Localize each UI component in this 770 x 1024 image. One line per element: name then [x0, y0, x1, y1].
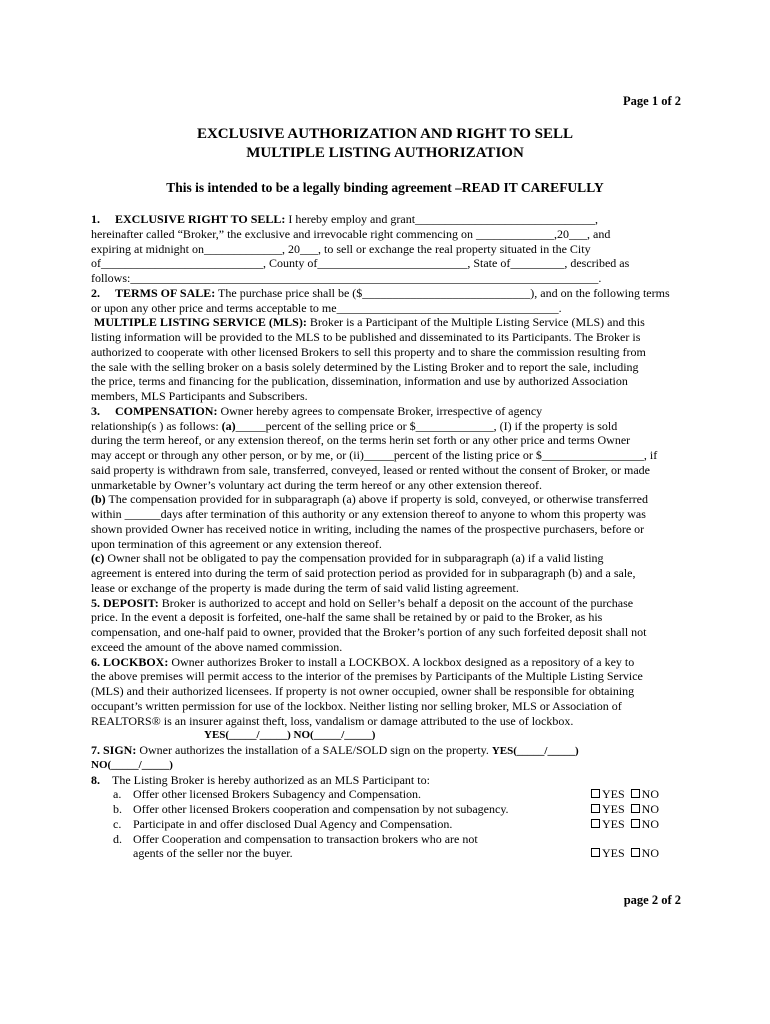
section-3b-text-1: The compensation provided for in subparagraph (a) above if property is sold, conveyed, or otherwise transferred [105, 492, 648, 507]
section-3c-text-1: Owner shall not be obligated to pay the compensation provided for in subparagraph (a) if a valid listing [104, 551, 604, 566]
item-key: d. [113, 831, 122, 846]
section-3-number: 3. [91, 403, 100, 418]
mls-line-5: the price, terms and financing for the publication, dissemination, information and use by authorized Association [91, 374, 628, 389]
section-5-line-2: price. In the event a deposit is forfeited, one-half the same shall be retained by or paid to the Broker, as his [91, 610, 603, 625]
no-label: NO [641, 816, 660, 831]
section-6-line-4: occupant’s written permission for use of the lockbox. Neither listing nor selling broker, MLS or Association of [91, 698, 622, 713]
section-3c-line-1 [91, 551, 681, 566]
item-text: agents of the seller nor the buyer. [133, 846, 293, 861]
section-3-line-6: unmarketable by Owner’s voluntary act during the term hereof or any other extension thereof. [91, 477, 542, 492]
section-7-text-1: Owner authorizes the installation of a SALE/SOLD sign on the property. [136, 743, 492, 757]
section-1-text-1: I hereby employ and grant______________________________, [285, 212, 599, 226]
section-6-line-1 [91, 655, 681, 670]
no-checkbox[interactable] [631, 789, 640, 798]
agreement-body [91, 212, 681, 861]
section-5-text-1: Broker is authorized to accept and hold on Seller’s behalf a deposit on the account of the purchase [158, 595, 634, 610]
no-label: NO [641, 802, 660, 816]
section-6-line-2: the above premises will permit access to the interior of the premises by Participants of the Multiple Listing Service [91, 669, 643, 684]
section-6-heading: 6. LOCKBOX: [91, 654, 169, 669]
yes-checkbox[interactable] [591, 789, 600, 798]
title-line-1: EXCLUSIVE AUTHORIZATION AND RIGHT TO SELL [196, 126, 574, 142]
mls-line-1 [91, 315, 681, 330]
page-number-top: Page 1 of 2 [623, 94, 681, 108]
item-key: b. [113, 802, 122, 816]
section-8-item-a [91, 787, 681, 802]
section-1-number: 1. [91, 212, 100, 226]
section-8-line-1 [91, 773, 681, 788]
section-2-heading: TERMS OF SALE: [115, 285, 216, 300]
section-7-line-1 [91, 743, 681, 758]
yes-no-options [591, 817, 681, 832]
section-3-text-2c: _____percent of the selling price or $_____________, (I) if the property is sold [235, 418, 618, 433]
yes-checkbox[interactable] [591, 819, 600, 828]
mls-line-4: the sale with the selling broker on a basis solely determined by the Listing Broker and to report the sale, including [91, 359, 639, 374]
section-5-line-1 [91, 596, 681, 611]
section-1-line-5: follows:______________________________________________________________________________. [91, 271, 602, 285]
binding-agreement-warning: This is intended to be a legally binding agreement –READ IT CAREFULLY [166, 180, 604, 195]
section-3-line-5: said property is withdrawn from sale, transferred, conveyed, leased or rented without the consent of Broker, or made [91, 462, 651, 477]
section-3-b-label: (b) [91, 492, 106, 507]
section-2-line-2: or upon any other price and terms acceptable to me_____________________________________. [91, 300, 562, 315]
section-2-line-1 [91, 286, 681, 301]
mls-line-6: members, MLS Participants and Subscribers. [91, 389, 308, 403]
section-1-line-3: expiring at midnight on_____________, 20___, to sell or exchange the real property situated in the City [91, 241, 591, 256]
section-3-line-1 [91, 404, 681, 419]
yes-checkbox[interactable] [591, 848, 600, 857]
section-3-text-2a: relationship(s ) as follows: [91, 418, 222, 433]
section-2-number: 2. [91, 285, 100, 300]
item-text: Offer other licensed Brokers Subagency and Compensation. [133, 787, 422, 802]
yes-label: YES [602, 787, 625, 802]
no-checkbox[interactable] [631, 819, 640, 828]
section-1-line-4: of___________________________, County of_________________________, State of_________, described as [91, 256, 630, 271]
item-key: c. [113, 816, 122, 831]
section-8-item-b [91, 802, 681, 817]
lockbox-yes-no-initials[interactable]: YES(_____/_____) NO(_____/_____) [204, 729, 376, 742]
no-checkbox[interactable] [631, 804, 640, 813]
section-7-heading: 7. SIGN: [91, 743, 137, 757]
section-5-line-4: exceed the amount of the above named commission. [91, 639, 343, 654]
mls-heading: MULTIPLE LISTING SERVICE (MLS): [94, 315, 307, 330]
section-8-intro: The Listing Broker is hereby authorized as an MLS Participant to: [112, 772, 430, 787]
section-6-line-5: REALTORS® is an insurer against theft, loss, vandalism or damage attributed to the use of lockbox. [91, 713, 574, 728]
mls-text-1: Broker is a Participant of the Multiple Listing Service (MLS) and this [306, 315, 645, 330]
section-2-text-1: The purchase price shall be ($____________________________), and on the following terms [215, 285, 670, 300]
section-3c-line-2: agreement is entered into during the term of said protection period as provided for in subparagraph (b) and a sale, [91, 566, 636, 580]
sign-yes-initials[interactable]: YES(_____/_____) [491, 745, 579, 757]
section-8-number: 8. [91, 772, 100, 787]
section-3-a-label: (a) [221, 418, 236, 433]
section-3b-line-3: shown provided Owner has received notice in writing, including the names of the prospective purchasers, before or [91, 521, 645, 536]
section-5-line-3: compensation, and one-half paid to owner, provided that the Broker’s portion of any such forfeited deposit shall not [91, 625, 647, 639]
section-8-item-d [91, 832, 681, 847]
section-6-text-1: Owner authorizes Broker to install a LOCKBOX. A lockbox designed as a repository of a key to [168, 654, 635, 669]
yes-no-options [591, 802, 681, 817]
no-checkbox[interactable] [631, 848, 640, 857]
item-key: a. [113, 787, 122, 802]
section-3-line-3: during the term hereof, or any extension thereof, on the terms herin set forth or any other price and terms Owner [91, 433, 631, 448]
mls-line-2: listing information will be provided to the MLS to be published and disseminated to its Participants. The Broker is [91, 330, 641, 344]
page-number-bottom: page 2 of 2 [623, 893, 681, 907]
yes-no-options [591, 846, 681, 861]
sign-no-initials[interactable]: NO(_____/_____) [91, 758, 173, 771]
section-1-line-2: hereinafter called “Broker,” the exclusive and irrevocable right commencing on _____________,20___, and [91, 226, 611, 241]
section-3-text-1: Owner hereby agrees to compensate Broker, irrespective of agency [217, 403, 543, 418]
section-3-line-2 [91, 419, 681, 434]
section-8-item-d-continued [91, 846, 681, 861]
yes-no-options [591, 787, 681, 802]
section-5-heading: 5. DEPOSIT: [91, 595, 159, 610]
yes-label: YES [602, 816, 625, 831]
section-3-heading: COMPENSATION: [115, 403, 218, 418]
item-text: Participate in and offer disclosed Dual Agency and Compensation. [133, 816, 453, 831]
section-3b-line-2: within ______days after termination of this authority or any extension thereof to anyone to whom this property was [91, 507, 646, 521]
yes-label: YES [602, 802, 625, 816]
no-label: NO [641, 846, 660, 861]
section-3b-line-1 [91, 492, 681, 507]
section-8-item-c [91, 817, 681, 832]
section-3-c-label: (c) [91, 551, 105, 566]
section-3c-line-3: lease or exchange of the property is made during the term of said valid listing agreement. [91, 580, 519, 595]
title-line-2: MULTIPLE LISTING AUTHORIZATION [246, 145, 524, 161]
no-label: NO [641, 787, 660, 802]
section-1-line-1 [91, 212, 681, 227]
mls-line-3: authorized to cooperate with other licensed Brokers to sell this property and to share the commission resulting from [91, 344, 646, 359]
section-1-heading: EXCLUSIVE RIGHT TO SELL: [115, 212, 286, 226]
item-text: Offer other licensed Brokers cooperation and compensation by not subagency. [133, 802, 509, 816]
yes-label: YES [602, 846, 625, 861]
item-text: Offer Cooperation and compensation to transaction brokers who are not [133, 831, 478, 846]
section-3-line-4: may accept or through any other person, or by me, or (ii)_____percent of the listing price or $_________________, if [91, 448, 658, 462]
yes-checkbox[interactable] [591, 804, 600, 813]
section-3b-line-4: upon termination of this agreement or any extension thereof. [91, 536, 382, 551]
section-6-line-3: (MLS) and their authorized licensees. If property is not owner occupied, owner shall be responsible for obtaining [91, 684, 635, 698]
